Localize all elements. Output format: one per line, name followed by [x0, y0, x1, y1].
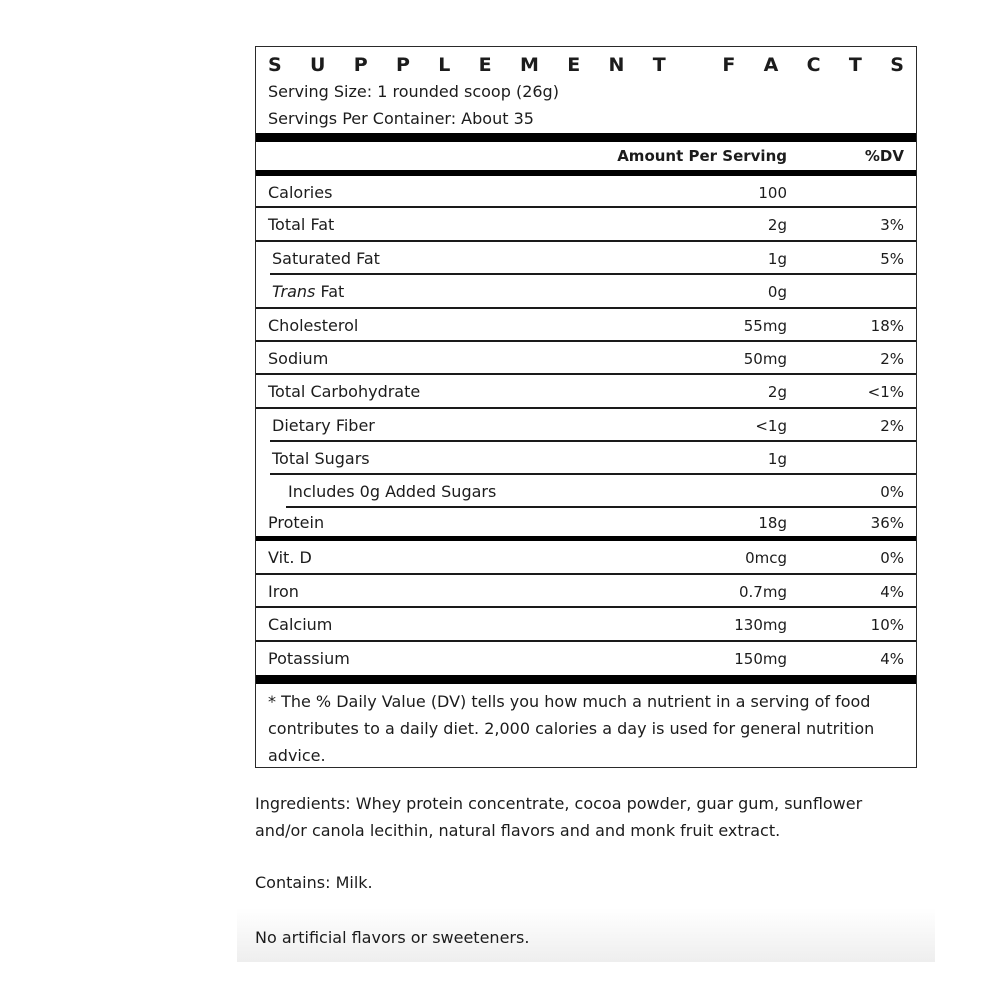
nutrient-name: Total Fat — [268, 215, 335, 234]
nutrient-amount: 1g — [767, 250, 787, 268]
nutrient-row-added-sugars — [256, 475, 916, 508]
nutrient-name: Iron — [268, 582, 299, 601]
serving-size: Serving Size: 1 rounded scoop (26g) — [268, 82, 559, 101]
column-header — [256, 142, 916, 170]
nutrient-dv: 0% — [880, 549, 904, 567]
nutrient-name: Dietary Fiber — [272, 416, 375, 435]
nutrient-dv: 5% — [880, 250, 904, 268]
nutrient-amount: 1g — [767, 450, 787, 468]
daily-value-footnote: * The % Daily Value (DV) tells you how much a nutrient in a serving of food contributes to a daily diet. 2,000 calories a day is used for general nutrition advice. — [268, 692, 875, 765]
title-letter: T — [652, 54, 666, 76]
nutrient-name: Total Sugars — [272, 449, 370, 468]
nutrient-name: Calcium — [268, 615, 333, 634]
title-letter: U — [310, 54, 326, 76]
supplement-facts-panel — [255, 46, 917, 768]
trans-label: Trans — [272, 282, 316, 301]
nutrient-amount: 0mcg — [745, 549, 787, 567]
nutrient-row-saturated-fat — [256, 242, 916, 275]
nutrient-amount: 0g — [767, 283, 787, 301]
nutrient-amount: <1g — [755, 417, 787, 435]
nutrient-name: Calories — [268, 183, 333, 202]
nutrient-row-vitamin-d — [256, 541, 916, 574]
nutrient-name: Total Carbohydrate — [268, 382, 421, 401]
nutrient-row-calcium — [256, 608, 916, 641]
title-letter: E — [567, 54, 581, 76]
allergen-statement: Contains: Milk. — [255, 873, 373, 892]
nutrient-name: Vit. D — [268, 548, 312, 567]
nutrient-row-cholesterol — [256, 309, 916, 342]
amount-per-serving-header: Amount Per Serving — [617, 147, 787, 165]
nutrient-name: Saturated Fat — [272, 249, 380, 268]
nutrient-row-total-carbohydrate — [256, 375, 916, 408]
nutrient-row-trans-fat — [256, 275, 916, 308]
title-letter: C — [806, 54, 821, 76]
title-letter: P — [396, 54, 410, 76]
title-letter: N — [608, 54, 625, 76]
nutrient-dv: 4% — [880, 650, 904, 668]
nutrient-dv: 3% — [880, 216, 904, 234]
nutrient-amount: 2g — [767, 383, 787, 401]
nutrient-amount: 50mg — [743, 350, 787, 368]
title-letter: E — [478, 54, 492, 76]
thick-divider — [256, 133, 916, 142]
nutrient-dv: <1% — [867, 383, 904, 401]
nutrient-dv: 18% — [870, 317, 904, 335]
thick-divider — [256, 675, 916, 684]
supplement-facts-title — [268, 51, 904, 79]
nutrient-amount: 130mg — [734, 616, 787, 634]
nutrient-amount: 100 — [758, 184, 787, 202]
nutrient-dv: 2% — [880, 417, 904, 435]
title-letter: P — [353, 54, 368, 76]
nutrient-dv: 0% — [880, 483, 904, 501]
title-letter: A — [763, 54, 779, 76]
nutrient-row-total-fat — [256, 208, 916, 241]
nutrient-row-total-sugars — [256, 442, 916, 475]
nutrient-amount: 55mg — [743, 317, 787, 335]
title-letter: T — [848, 54, 862, 76]
nutrient-name: Includes 0g Added Sugars — [288, 482, 497, 501]
nutrient-row-iron — [256, 575, 916, 608]
nutrient-row-calories — [256, 176, 916, 209]
nutrient-name: Sodium — [268, 349, 329, 368]
title-letter: L — [438, 54, 451, 76]
title-letter: M — [519, 54, 539, 76]
nutrient-amount: 2g — [767, 216, 787, 234]
nutrient-amount: 18g — [758, 514, 787, 532]
nutrient-row-sodium — [256, 342, 916, 375]
servings-per-container: Servings Per Container: About 35 — [268, 109, 534, 128]
nutrient-dv: 36% — [870, 514, 904, 532]
title-letter: F — [722, 54, 736, 76]
nutrient-dv: 2% — [880, 350, 904, 368]
title-letter: S — [890, 54, 904, 76]
nutrient-amount: 0.7mg — [739, 583, 787, 601]
nutrient-name: Potassium — [268, 649, 350, 668]
nutrient-dv: 10% — [870, 616, 904, 634]
fat-label: Fat — [315, 282, 345, 301]
nutrient-row-protein — [256, 506, 916, 539]
nutrient-name: Protein — [268, 513, 325, 532]
nutrient-name: Cholesterol — [268, 316, 359, 335]
nutrient-row-potassium — [256, 642, 916, 675]
nutrient-row-dietary-fiber — [256, 409, 916, 442]
nutrient-dv: 4% — [880, 583, 904, 601]
title-letter: S — [268, 54, 282, 76]
no-artificial-note: No artificial flavors or sweeteners. — [255, 928, 530, 947]
nutrient-name — [272, 282, 344, 301]
ingredients-text: Ingredients: Whey protein concentrate, cocoa powder, guar gum, sunflower and/or canola lecithin, natural flavors and and monk fruit extract. — [255, 794, 863, 840]
dv-header: %DV — [864, 147, 904, 165]
nutrient-amount: 150mg — [734, 650, 787, 668]
